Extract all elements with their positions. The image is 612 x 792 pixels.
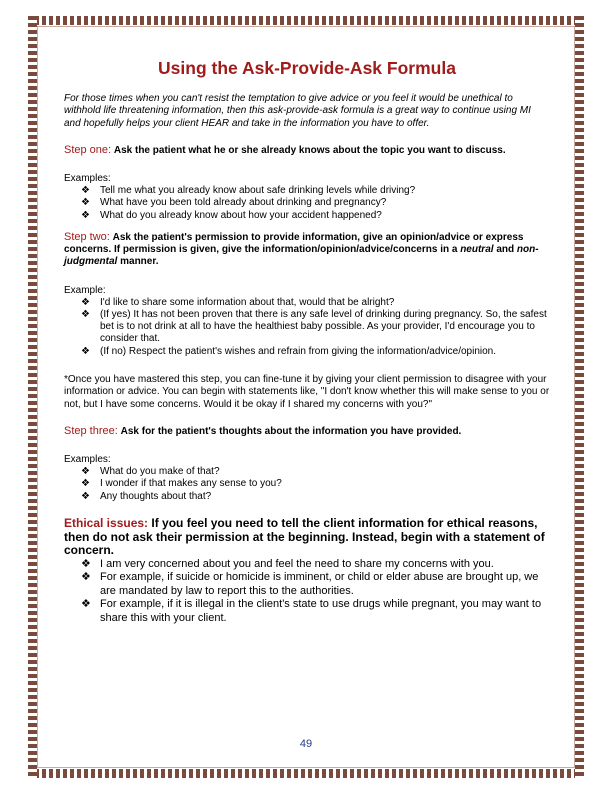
step-one-heading <box>64 144 550 157</box>
diamond-bullet-icon: ❖ <box>81 478 90 490</box>
diamond-bullet-icon: ❖ <box>81 557 91 570</box>
page-border-left <box>28 16 37 778</box>
diamond-bullet-icon: ❖ <box>81 308 90 320</box>
list-item: ❖ For example, if it is illegal in the client's state to use drugs while pregnant, you may want to share this with your client. <box>81 598 542 624</box>
page-border-bottom <box>28 769 584 778</box>
page-border-right <box>575 16 584 778</box>
ethical-issues-heading <box>64 517 550 558</box>
page-number: 49 <box>299 738 313 750</box>
step-three-heading <box>64 425 550 438</box>
list-item: ❖ What do you make of that? <box>81 466 220 478</box>
diamond-bullet-icon: ❖ <box>81 345 90 357</box>
list-item: ❖ I am very concerned about you and feel the need to share my concerns with you. <box>81 557 494 570</box>
diamond-bullet-icon: ❖ <box>81 490 90 502</box>
list-item: ❖ What do you already know about how your accident happened? <box>81 209 382 221</box>
page-title: Using the Ask-Provide-Ask Formula <box>158 58 456 78</box>
step-two-label: Step two: <box>64 230 110 243</box>
list-item: ❖ (If yes) It has not been proven that there is any safe level of drinking during pregnancy. So, the safest bet is to not drink at all to have the healthiest baby possible. As your provider, I'd encourage you to consider that. <box>81 308 547 345</box>
non-judgmental-emphasis: non-judgmental <box>64 244 539 268</box>
step-three-examples-label: Examples: <box>64 454 111 466</box>
permission-note: *Once you have mastered this step, you can fine-tune it by giving your client permission to disagree with your information or advice. You can begin with statements like, "I don't know whether this will make sense to you or not, but I have some concerns. Would it be okay if I shared my concerns with you?" <box>64 374 550 410</box>
page-border-inner-left <box>37 26 38 767</box>
step-two-text: Ask the patient's permission to provide information, give an opinion/advice or express concerns. If permission is given, give the information/opinion/advice/concerns in a neutral and non-judgmental manner. <box>64 231 539 268</box>
list-item: ❖ (If no) Respect the patient's wishes and refrain from giving the information/advice/opinion. <box>81 345 497 357</box>
list-item: ❖ I wonder if that makes any sense to you? <box>81 478 282 490</box>
page-border-top <box>28 16 584 25</box>
step-one-examples <box>64 185 550 222</box>
step-one-examples-label: Examples: <box>64 173 111 185</box>
step-one-text: Ask the patient what he or she already knows about the topic you want to discuss. <box>113 144 506 156</box>
diamond-bullet-icon: ❖ <box>81 296 90 308</box>
step-three-text: Ask for the patient's thoughts about the information you have provided. <box>120 425 462 437</box>
page-border-inner-top <box>37 26 575 27</box>
ethical-issues-list <box>64 558 550 626</box>
step-two-heading <box>64 231 550 269</box>
diamond-bullet-icon: ❖ <box>81 209 90 221</box>
ethical-issues-text: If you feel you need to tell the client information for ethical reasons, then do not ask their permission at the beginning. Instead, begin with a statement of concern. <box>64 516 545 558</box>
step-one-label: Step one: <box>64 143 112 156</box>
page-content <box>64 58 550 625</box>
diamond-bullet-icon: ❖ <box>81 571 91 584</box>
list-item: ❖ Tell me what you already know about safe drinking levels while driving? <box>81 185 416 197</box>
list-item: ❖ For example, if suicide or homicide is imminent, or child or elder abuse are brought up, we are mandated by law to report this to the authorities. <box>81 571 539 597</box>
diamond-bullet-icon: ❖ <box>81 185 90 197</box>
ethical-issues-label: Ethical issues: <box>64 516 149 531</box>
step-two-examples <box>64 297 550 358</box>
list-item: ❖ I'd like to share some information about that, would that be alright? <box>81 296 395 308</box>
page-border-inner-bottom <box>37 767 575 768</box>
diamond-bullet-icon: ❖ <box>81 466 90 478</box>
list-item: ❖ Any thoughts about that? <box>81 490 212 502</box>
diamond-bullet-icon: ❖ <box>81 598 91 611</box>
page-border-inner-right <box>574 26 575 767</box>
intro-paragraph: For those times when you can't resist the temptation to give advice or you feel it would be unethical to withhold life threatening information, then this ask-provide-ask formula is a great way to continue using MI and hopefully helps your client HEAR and take in the information you have to offer. <box>64 93 531 129</box>
step-three-examples <box>64 466 550 503</box>
step-two-examples-label: Example: <box>64 284 106 296</box>
step-three-label: Step three: <box>64 424 118 437</box>
list-item: ❖ What have you been told already about drinking and pregnancy? <box>81 197 387 209</box>
diamond-bullet-icon: ❖ <box>81 197 90 209</box>
neutral-emphasis: neutral <box>460 244 494 256</box>
